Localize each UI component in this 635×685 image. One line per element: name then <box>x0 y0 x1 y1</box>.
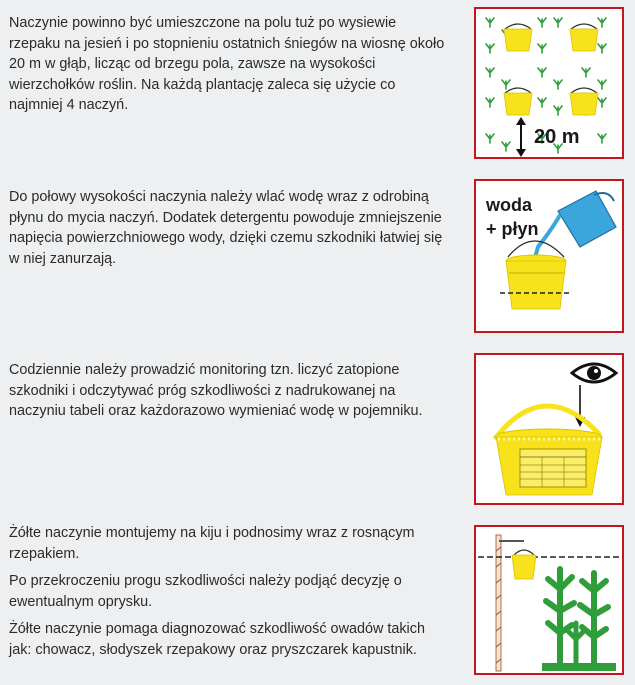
paragraph: Żółte naczynie montujemy na kiju i podnosimy wraz z rosnącym rzepakiem. <box>9 525 415 562</box>
pail-icon <box>570 24 598 51</box>
rapeseed-plants-icon <box>542 569 616 671</box>
paragraph: Do połowy wysokości naczynia należy wlać wodę wraz z odrobiną płynu do mycia naczyń. Dodatek detergentu powoduje zmniejszenie napięcia powierzchniowego wody, dzięki czemu szkodniki łatwiej się w niej zanurzają. <box>9 189 443 267</box>
pail-icon <box>504 24 532 51</box>
section-monitoring <box>0 345 635 510</box>
water-detergent-illustration <box>474 179 624 333</box>
stake-mounting-text <box>9 523 449 667</box>
detergent-label: + płyn <box>486 219 539 239</box>
distance-label: 20 m <box>534 126 580 148</box>
paragraph: Naczynie powinno być umieszczone na polu tuż po wysiewie rzepaku na jesień i po stopnieniu ostatnich śniegów na wiosnę około 20 m w głąb, licząc od brzegu pola, zawsze na wysokości wierzchołków roślin. Na każdą plantację zaleca się użycie co najmniej 4 naczyń. <box>9 15 445 113</box>
double-arrow-icon <box>516 117 526 157</box>
water-label: woda <box>486 195 533 215</box>
placement-text <box>9 13 449 123</box>
pail-icon <box>512 550 536 579</box>
pail-icon <box>570 88 598 115</box>
paragraph: Żółte naczynie pomaga diagnozować szkodliwość owadów takich jak: chowacz, słodyszek rzepakowy oraz pryszczarek kapustnik. <box>9 621 425 658</box>
section-stake-mounting <box>0 510 635 685</box>
yellow-trap-with-table-icon <box>494 406 602 495</box>
field-placement-illustration <box>474 7 624 159</box>
eye-icon <box>572 364 616 382</box>
pail-icon <box>504 88 532 115</box>
measuring-jug-icon <box>534 191 616 261</box>
paragraph: Po przekroczeniu progu szkodliwości należy podjąć decyzję o ewentualnym oprysku. <box>9 573 402 610</box>
paragraph: Codziennie należy prowadzić monitoring tzn. liczyć zatopione szkodniki i odczytywać próg szkodliwości z nadrukowanej na naczyniu tabeli oraz każdorazowo wymieniać wodę w pojemniku. <box>9 362 423 419</box>
monitoring-text <box>9 360 449 429</box>
section-placement <box>0 0 635 170</box>
monitoring-illustration <box>474 353 624 505</box>
stake-mounting-illustration <box>474 525 624 675</box>
preparation-text <box>9 187 449 276</box>
section-preparation <box>0 170 635 345</box>
